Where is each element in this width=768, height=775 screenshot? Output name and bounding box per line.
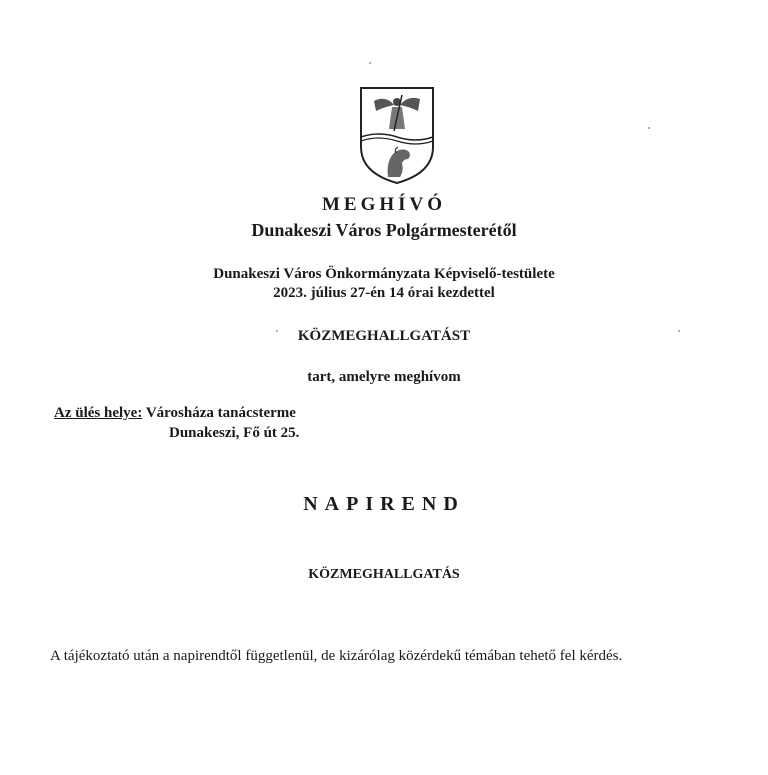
scan-speck xyxy=(369,62,371,64)
page-subtitle: Dunakeszi Város Polgármesterétől xyxy=(251,220,517,240)
venue-block xyxy=(54,405,300,441)
venue-label: Az ülés helye: xyxy=(54,405,143,421)
coat-of-arms-icon xyxy=(358,85,436,185)
event-name: KÖZMEGHALLGATÁST xyxy=(297,328,471,344)
venue-place: Városháza tanácsterme xyxy=(145,405,296,421)
agenda-title: NAPIREND xyxy=(303,493,465,515)
date-line: 2023. július 27-én 14 órai kezdettel xyxy=(273,285,495,301)
venue-address: Dunakeszi, Fő út 25. xyxy=(169,425,300,441)
note-paragraph: A tájékoztató után a napirendtől függetlenül, de kizárólag közérdekű témában tehető fel kérdés. xyxy=(50,648,623,664)
agenda-item: KÖZMEGHALLGATÁS xyxy=(308,567,460,582)
scan-speck xyxy=(276,330,278,332)
page-title: MEGHÍVÓ xyxy=(321,194,447,215)
invite-line: tart, amelyre meghívom xyxy=(307,369,461,385)
scan-speck xyxy=(678,330,680,332)
inviter-line: Dunakeszi Város Önkormányzata Képviselő-testülete xyxy=(213,266,555,282)
scan-speck xyxy=(648,127,650,129)
